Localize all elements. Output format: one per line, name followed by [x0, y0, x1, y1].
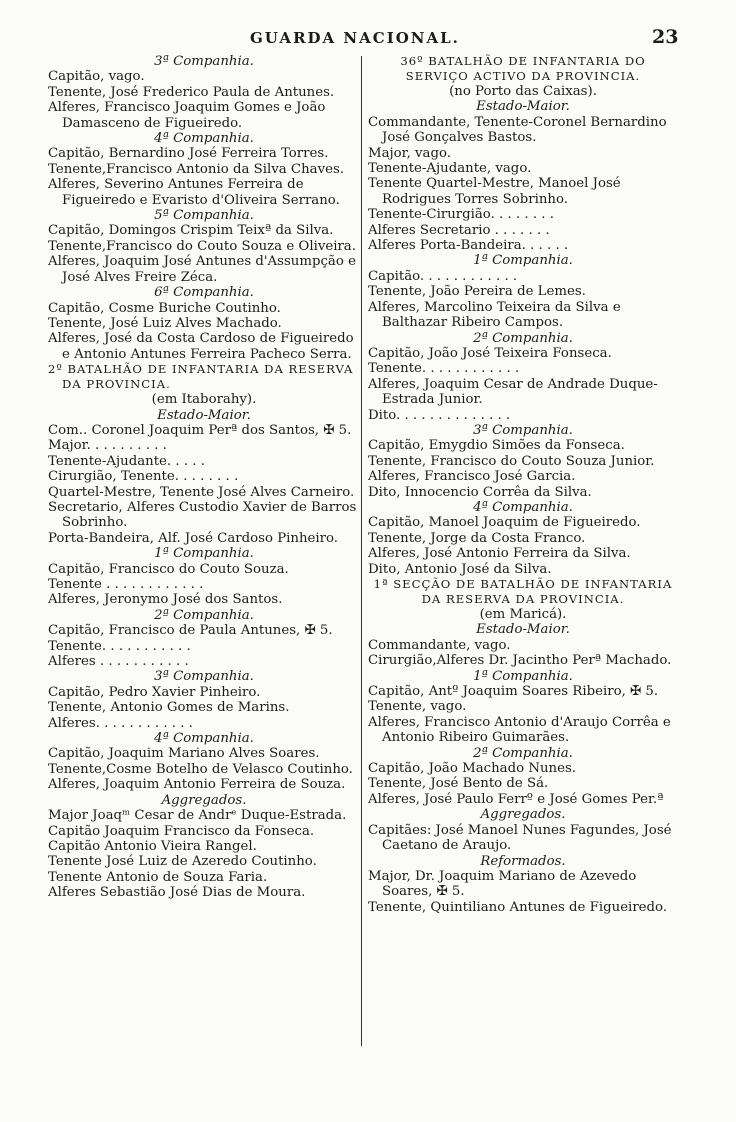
entry-line: Tenente, Francisco do Couto Souza Junior. — [368, 453, 655, 469]
subheading: 4ª Companhia. — [154, 131, 254, 147]
running-title: GUARDA NACIONAL. — [250, 29, 460, 47]
subheading: 5ª Companhia. — [154, 208, 254, 224]
entry-line: Capitão, Bernardino José Ferreira Torres. — [48, 146, 329, 162]
entry-line: Dito, Innocencio Corrêa da Silva. — [368, 484, 592, 500]
entry-line: Com.. Coronel Joaquim Perª dos Santos, ✠ 5. — [48, 422, 352, 438]
subheading: Aggregados. — [161, 792, 247, 808]
location-line: (no Porto das Caixas). — [449, 84, 597, 99]
entry-line: Alferes Porta-Bandeira. . . . . . — [368, 238, 569, 254]
entry-line: Capitão, Francisco de Paula Antunes, ✠ 5. — [48, 623, 333, 639]
entry-line: Tenente, José Bento de Sá. — [368, 776, 549, 792]
entry-line: Tenente. . . . . . . . . . . — [48, 638, 191, 654]
subheading: 3ª Companhia. — [473, 422, 573, 438]
entry-line: Dito. . . . . . . . . . . . . . — [368, 407, 511, 423]
section-heading: 2º BATALHÃO DE INFANTARIA DA RESERVA DA PROVINCIA. — [48, 362, 354, 392]
entry-line: Commandante, Tenente-Coronel Bernardino José Gonçalves Bastos. — [368, 114, 667, 146]
subheading: 2ª Companhia. — [473, 745, 573, 761]
subheading: 6ª Companhia. — [154, 285, 254, 301]
entry-line: Tenente. . . . . . . . . . . . — [368, 361, 520, 377]
entry-line: Tenente, José Luiz Alves Machado. — [48, 315, 282, 331]
entry-line: Alferes, Joaquim Cesar de Andrade Duque-Estrada Junior. — [368, 376, 658, 408]
subheading: 1ª Companhia. — [154, 546, 254, 562]
page-number: 23 — [652, 26, 679, 48]
entry-line: Tenente Antonio de Souza Faria. — [48, 869, 268, 885]
entry-line: Tenente, Jorge da Costa Franco. — [368, 530, 586, 546]
entry-line: Capitão Joaquim Francisco da Fonseca. — [48, 823, 315, 839]
entry-line: Tenente, João Pereira de Lemes. — [368, 284, 586, 300]
entry-line: Capitão, Domingos Crispim Teixª da Silva. — [48, 223, 334, 239]
entry-line: Alferes, José da Costa Cardoso de Figueiredo e Antonio Antunes Ferreira Pacheco Serra. — [48, 331, 354, 362]
entry-line: Capitão, João Machado Nunes. — [368, 761, 576, 777]
entry-line: Tenente, vago. — [368, 699, 467, 715]
entry-line: Alferes Sebastião José Dias de Moura. — [48, 885, 306, 901]
entry-line: Cirurgião,Alferes Dr. Jacintho Perª Machado. — [368, 653, 672, 669]
entry-line: Major. . . . . . . . . . — [48, 438, 167, 454]
subheading: 4ª Companhia. — [154, 731, 254, 747]
entry-line: Capitão, Pedro Xavier Pinheiro. — [48, 684, 261, 700]
entry-line: Capitão, Francisco do Couto Souza. — [48, 561, 289, 577]
entry-line: Tenente-Cirurgião. . . . . . . . — [368, 207, 554, 223]
subheading: Estado-Maior. — [476, 622, 570, 638]
left-column — [48, 54, 360, 901]
entry-line: Capitão, Antº Joaquim Soares Ribeiro, ✠ 5. — [368, 684, 659, 700]
entry-line: Alferes, Francisco Antonio d'Araujo Corrêa e Antonio Ribeiro Guimarães. — [368, 714, 671, 746]
entry-line: Alferes Secretario . . . . . . . — [368, 222, 550, 238]
subheading: Estado-Maior. — [476, 99, 570, 115]
section-heading: 1ª SECÇÃO DE BATALHÃO DE INFANTARIA DA RESERVA DA PROVINCIA. — [373, 577, 673, 606]
entry-line: Alferes, Joaquim José Antunes d'Assumpção e José Alves Freire Zéca. — [48, 254, 356, 285]
entry-line: Tenente,Francisco Antonio da Silva Chaves. — [48, 161, 345, 177]
subheading: 2ª Companhia. — [473, 330, 573, 346]
entry-line: Capitão, Manoel Joaquim de Figueiredo. — [368, 515, 641, 531]
entry-line: Major, vago. — [368, 145, 451, 161]
entry-line: Cirurgião, Tenente. . . . . . . . — [48, 469, 239, 485]
entry-line: Tenente, Quintiliano Antunes de Figueiredo. — [368, 899, 668, 915]
entry-line: Porta-Bandeira, Alf. José Cardoso Pinheiro. — [48, 530, 339, 546]
entry-line: Major Joaqᵐ Cesar de Andrᵉ Duque-Estrada. — [48, 808, 347, 824]
subheading: Estado-Maior. — [157, 407, 251, 423]
entry-line: Alferes, Francisco Joaquim Gomes e João Damasceno de Figueiredo. — [48, 100, 326, 131]
entry-line: Alferes, José Paulo Ferrº e José Gomes Per.ª — [368, 791, 664, 807]
subheading: 3ª Companhia. — [154, 669, 254, 685]
entry-line: Capitão, Emygdio Simões da Fonseca. — [368, 438, 625, 454]
entry-line: Alferes, Joaquim Antonio Ferreira de Souza. — [48, 777, 346, 793]
entry-line: Capitão, Cosme Buriche Coutinho. — [48, 300, 281, 316]
column-divider — [361, 56, 362, 1046]
subheading: 1ª Companhia. — [473, 253, 573, 269]
entry-line: Capitão Antonio Vieira Rangel. — [48, 838, 257, 854]
entry-line: Tenente,Francisco do Couto Souza e Oliveira. — [48, 238, 356, 254]
entry-line: Capitães: José Manoel Nunes Fagundes, José Caetano de Araujo. — [368, 822, 672, 854]
subheading: Aggregados. — [480, 807, 566, 823]
subheading: 2ª Companhia. — [154, 607, 254, 623]
subheading: 4ª Companhia. — [473, 499, 573, 515]
entry-line: Commandante, vago. — [368, 637, 511, 653]
right-column — [368, 54, 678, 915]
entry-line: Alferes, José Antonio Ferreira da Silva. — [368, 546, 631, 562]
subheading: Reformados. — [480, 853, 566, 869]
entry-line: Dito, Antonio José da Silva. — [368, 561, 552, 577]
entry-line: Alferes. . . . . . . . . . . . — [48, 715, 193, 731]
entry-line: Alferes . . . . . . . . . . . — [48, 654, 189, 670]
entry-line: Capitão. . . . . . . . . . . . — [368, 268, 518, 284]
entry-line: Tenente . . . . . . . . . . . . — [48, 577, 204, 592]
entry-line: Secretario, Alferes Custodio Xavier de Barros Sobrinho. — [48, 499, 357, 531]
entry-line: Alferes, Marcolino Teixeira da Silva e Balthazar Ribeiro Campos. — [368, 299, 621, 331]
entry-line: Tenente Quartel-Mestre, Manoel José Rodrigues Torres Sobrinho. — [368, 176, 621, 207]
entry-line: Tenente,Cosme Botelho de Velasco Coutinho. — [48, 761, 353, 777]
entry-line: Capitão, João José Teixeira Fonseca. — [368, 345, 612, 361]
entry-line: Quartel-Mestre, Tenente José Alves Carneiro. — [48, 484, 355, 500]
entry-line: Tenente José Luiz de Azeredo Coutinho. — [48, 854, 317, 870]
section-heading: 36º BATALHÃO DE INFANTARIA DO SERVIÇO ACTIVO DA PROVINCIA. — [400, 54, 646, 83]
entry-line: Major, Dr. Joaquim Mariano de Azevedo Soares, ✠ 5. — [368, 868, 637, 900]
entry-line: Alferes, Francisco José Garcia. — [368, 469, 576, 485]
entry-line: Alferes, Severino Antunes Ferreira de Figueiredo e Evaristo d'Oliveira Serrano. — [48, 177, 340, 208]
location-line: (em Itaborahy). — [151, 392, 257, 408]
entry-line: Tenente, Antonio Gomes de Marins. — [48, 700, 290, 716]
entry-line: Alferes, Jeronymo José dos Santos. — [48, 592, 283, 608]
entry-line: Tenente-Ajudante. . . . . — [48, 453, 205, 469]
subheading: 3ª Companhia. — [154, 54, 254, 69]
subheading: 1ª Companhia. — [473, 668, 573, 684]
running-head — [0, 26, 736, 52]
entry-line: Tenente, José Frederico Paula de Antunes. — [48, 84, 335, 100]
entry-line: Tenente-Ajudante, vago. — [368, 161, 532, 177]
entry-line: Capitão, Joaquim Mariano Alves Soares. — [48, 746, 320, 762]
entry-line: Capitão, vago. — [48, 69, 145, 85]
location-line: (em Maricá). — [479, 607, 567, 622]
